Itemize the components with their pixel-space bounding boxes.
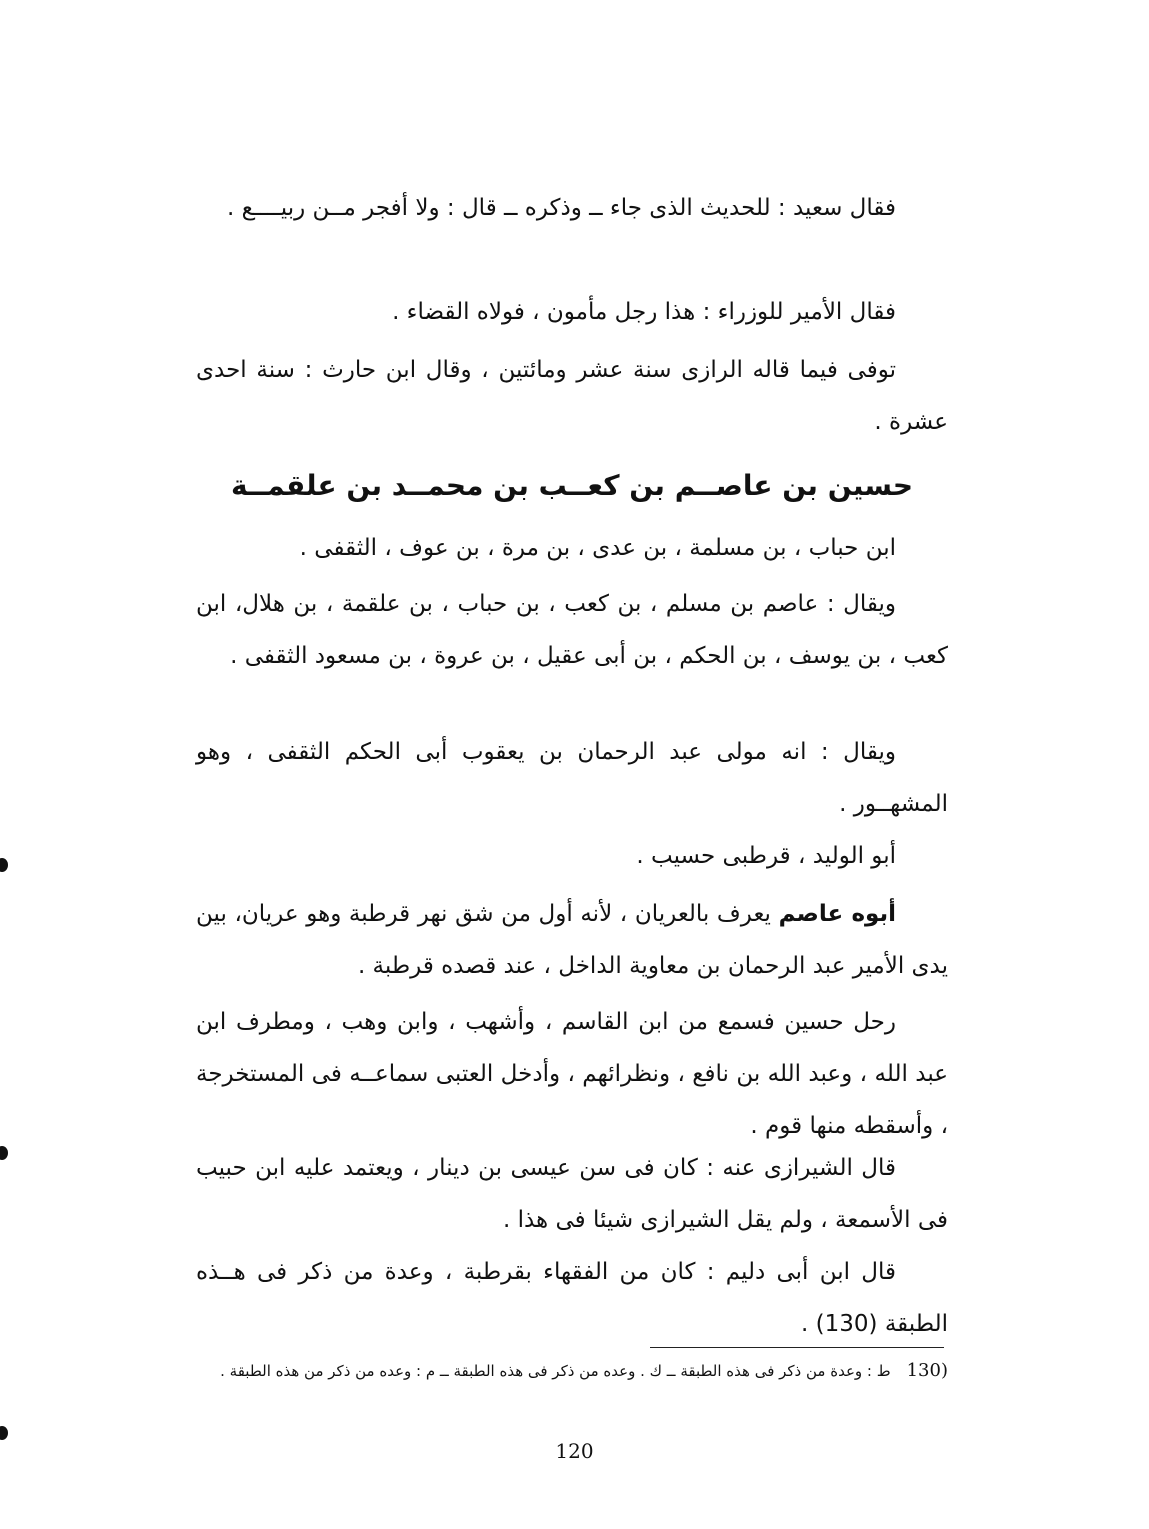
body-paragraph-1: ابن حباب ، بن مسلمة ، بن عدى ، بن مرة ، بن عوف ، الثقفى .	[299, 535, 896, 561]
section-heading: حسين بن عاصــم بن كعــب بن محمــد بن علقمــة	[231, 469, 913, 502]
paragraph-2: فقال الأمير للوزراء : هذا رجل مأمون ، فولاه القضاء .	[392, 299, 896, 325]
body-paragraph-5	[196, 888, 948, 992]
body-paragraph-3: ويقال : انه مولى عبد الرحمان بن يعقوب أبى الحكم الثقفى ، وهو المشهــور .	[196, 739, 948, 817]
scan-mark	[0, 858, 8, 872]
bold-name-run: أبوه عاصم	[778, 901, 897, 927]
body-paragraph-8: قال ابن أبى دليم : كان من الفقهاء بقرطبة ، وعدة من ذكر فى هــذه الطبقة (130) .	[196, 1259, 948, 1337]
paragraph-3: توفى فيما قاله الرازى سنة عشر ومائتين ، وقال ابن حارث : سنة احدى عشرة .	[196, 357, 948, 435]
footnote-separator	[650, 1347, 944, 1348]
body-paragraph-6: رحل حسين فسمع من ابن القاسم ، وأشهب ، وابن وهب ، ومطرف ابن عبد الله ، وعبد الله بن نافع ، ونظرائهم ، وأدخل العتبى سماعــه فى المستخرجة ، وأسقطه منها قوم .	[196, 1009, 948, 1139]
body-paragraph-2: ويقال : عاصم بن مسلم ، بن كعب ، بن حباب ، بن علقمة ، بن هلال، ابن كعب ، بن يوسف ، بن الحكم ، بن أبى عقيل ، بن عروة ، بن مسعود الثقفى .	[196, 591, 948, 669]
page-number: 120	[555, 1439, 594, 1463]
paragraph-1: فقال سعيد : للحديث الذى جاء ــ وذكره ــ قال : ولا أفجر مــن ربيــــع .	[226, 195, 896, 221]
footnote	[196, 1360, 948, 1382]
footnote-number: (130	[906, 1360, 948, 1381]
body-paragraph-4: أبو الوليد ، قرطبى حسيب .	[636, 843, 896, 869]
scan-mark	[0, 1146, 8, 1160]
footnote-text: ط : وعدة من ذكر فى هذه الطبقة ــ ك . وعده من ذكر فى هذه الطبقة ــ م : وعده من ذكر من هذه الطبقة .	[220, 1362, 891, 1380]
body-paragraph-7: قال الشيرازى عنه : كان فى سن عيسى بن دينار ، ويعتمد عليه ابن حبيب فى الأسمعة ، ولم يقل الشيرازى شيئا فى هذا .	[196, 1155, 948, 1233]
body-paragraph-5-text: يعرف بالعريان ، لأنه أول من شق نهر قرطبة وهو عريان، بين يدى الأمير عبد الرحمان بن معاوية الداخل ، عند قصده قرطبة .	[196, 901, 948, 979]
